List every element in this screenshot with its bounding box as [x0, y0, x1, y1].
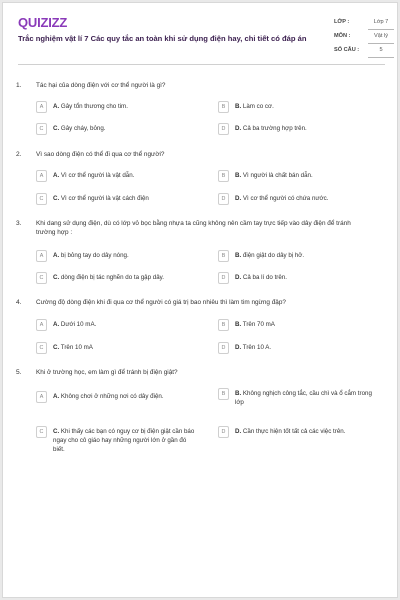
option-letter-box: B: [218, 101, 229, 113]
meta-count-underline: [368, 57, 394, 58]
meta-subject: [334, 30, 394, 44]
option-prefix: D.: [235, 428, 242, 435]
worksheet-header: [3, 3, 397, 63]
option-prefix: C.: [53, 195, 60, 202]
option-text: Vì cơ thể người có chứa nước.: [242, 195, 329, 202]
option-text: Không chơi ở những nơi có dây điện.: [60, 393, 164, 400]
meta-class: [334, 16, 394, 30]
option-text: dòng điện bị tác nghẽn do ta gập dây.: [60, 274, 165, 281]
worksheet-meta: [334, 16, 394, 58]
question-text: Tác hại của dòng điện với cơ thể người là gì?: [36, 82, 166, 89]
question-text: Vì sao dòng điện có thể đi qua cơ thể người?: [36, 151, 165, 158]
option-letter-box: A: [36, 319, 47, 331]
option-letter-box: B: [218, 319, 229, 331]
option-b[interactable]: [218, 170, 380, 184]
option-b[interactable]: [218, 101, 380, 115]
option-a[interactable]: [36, 101, 198, 115]
option-c[interactable]: [36, 193, 198, 207]
option-c[interactable]: [36, 342, 198, 356]
question-number: 1.: [16, 82, 22, 89]
option-letter-box: D: [218, 193, 229, 205]
option-prefix: B.: [235, 103, 242, 110]
meta-subject-value: Vật lý: [374, 33, 388, 39]
option-text: Cả ba trường hợp trên.: [242, 125, 307, 132]
option-letter-box: C: [36, 123, 47, 135]
option-b[interactable]: [218, 388, 380, 406]
option-letter-box: A: [36, 170, 47, 182]
option-text: Trên 70 mA: [242, 321, 275, 328]
option-letter-box: D: [218, 272, 229, 284]
option-a[interactable]: [36, 250, 198, 264]
option-b[interactable]: [218, 319, 380, 333]
option-letter-box: D: [218, 342, 229, 354]
option-text: Dưới 10 mA.: [60, 321, 97, 328]
option-prefix: B.: [235, 172, 242, 179]
option-d[interactable]: [218, 342, 380, 356]
option-letter-box: B: [218, 388, 229, 400]
option-letter-box: B: [218, 250, 229, 262]
question-number: 2.: [16, 151, 22, 158]
option-prefix: B.: [235, 321, 242, 328]
option-text: bị bỏng tay do dây nóng.: [60, 252, 129, 259]
meta-count-label: SỐ CÂU :: [334, 47, 360, 53]
option-text: Trên 10 mA: [60, 344, 93, 351]
option-letter-box: C: [36, 342, 47, 354]
option-text: Trên 10 A.: [242, 344, 272, 351]
meta-class-label: LỚP :: [334, 19, 350, 25]
option-d[interactable]: [218, 426, 380, 440]
option-prefix: A.: [53, 103, 60, 110]
option-b[interactable]: [218, 250, 380, 264]
option-letter-box: D: [218, 123, 229, 135]
option-text: Gây tổn thương cho tim.: [60, 103, 128, 110]
option-prefix: C.: [53, 274, 60, 281]
option-text: Cả ba lí do trên.: [242, 274, 287, 281]
option-prefix: D.: [235, 195, 242, 202]
question-text: Cường độ dòng điện khi đi qua cơ thể người có giá trị bao nhiêu thì làm tim ngừng đập?: [36, 299, 286, 306]
option-d[interactable]: [218, 123, 380, 137]
option-letter-box: C: [36, 426, 47, 438]
option-prefix: D.: [235, 344, 242, 351]
option-letter-box: A: [36, 101, 47, 113]
option-letter-box: A: [36, 391, 47, 403]
worksheet-title: Trắc nghiệm vật lí 7 Các quy tắc an toàn khi sử dụng điện hay, chi tiết có đáp án: [18, 34, 307, 43]
option-a[interactable]: [36, 170, 198, 184]
option-text: Không nghịch công tắc, cầu chì và ổ cắm trong lớp: [235, 390, 372, 406]
option-prefix: A.: [53, 172, 60, 179]
option-text: Làm co cơ.: [242, 103, 274, 110]
option-prefix: D.: [235, 125, 242, 132]
option-prefix: C.: [53, 125, 60, 132]
option-text: điện giật do dây bị hở.: [242, 252, 305, 259]
meta-class-value: Lớp 7: [373, 19, 389, 25]
option-a[interactable]: [36, 319, 198, 333]
option-c[interactable]: [36, 123, 198, 137]
option-prefix: B.: [235, 390, 242, 397]
option-text: Vì người là chất bán dẫn.: [242, 172, 313, 179]
option-prefix: B.: [235, 252, 242, 259]
option-text: Gây cháy, bỏng.: [60, 125, 106, 132]
option-prefix: C.: [53, 344, 60, 351]
meta-subject-label: MÔN :: [334, 33, 351, 39]
worksheet-page: [2, 2, 398, 598]
quizizz-logo: QUIZIZZ: [18, 15, 68, 30]
option-letter-box: B: [218, 170, 229, 182]
option-prefix: A.: [53, 321, 60, 328]
option-text: Khi thấy các bạn có nguy cơ bị điện giật cần báo ngay cho cô giáo hay những người lớn ở gần đó biết.: [53, 428, 195, 453]
option-c[interactable]: [36, 272, 198, 286]
option-prefix: A.: [53, 252, 60, 259]
question-number: 5.: [16, 369, 22, 376]
option-text: Vì cơ thể người là vật cách điện: [60, 195, 149, 202]
option-prefix: D.: [235, 274, 242, 281]
meta-count: [334, 44, 394, 58]
header-divider: [18, 64, 385, 65]
option-text: Vì cơ thể người là vật dẫn.: [60, 172, 135, 179]
option-letter-box: C: [36, 272, 47, 284]
option-letter-box: D: [218, 426, 229, 438]
option-text: Cần thực hiện tốt tất cả các việc trên.: [242, 428, 346, 435]
option-prefix: C.: [53, 428, 60, 435]
option-c[interactable]: [36, 426, 198, 453]
option-prefix: A.: [53, 393, 60, 400]
option-letter-box: C: [36, 193, 47, 205]
option-letter-box: A: [36, 250, 47, 262]
meta-count-value: 5: [379, 47, 383, 53]
question-number: 4.: [16, 299, 22, 306]
option-a[interactable]: [36, 391, 198, 405]
question-text: Khi ở trường học, em làm gì để tránh bị điện giật?: [36, 369, 178, 376]
option-d[interactable]: [218, 193, 380, 207]
option-d[interactable]: [218, 272, 380, 286]
question-text: Khi dang sử dụng điện, dù có lớp vỏ bọc bằng nhựa ta cũng không nên cầm tay trực tiếp vào dây điện để tránh trường hợp :: [36, 220, 351, 236]
question-number: 3.: [16, 220, 22, 227]
